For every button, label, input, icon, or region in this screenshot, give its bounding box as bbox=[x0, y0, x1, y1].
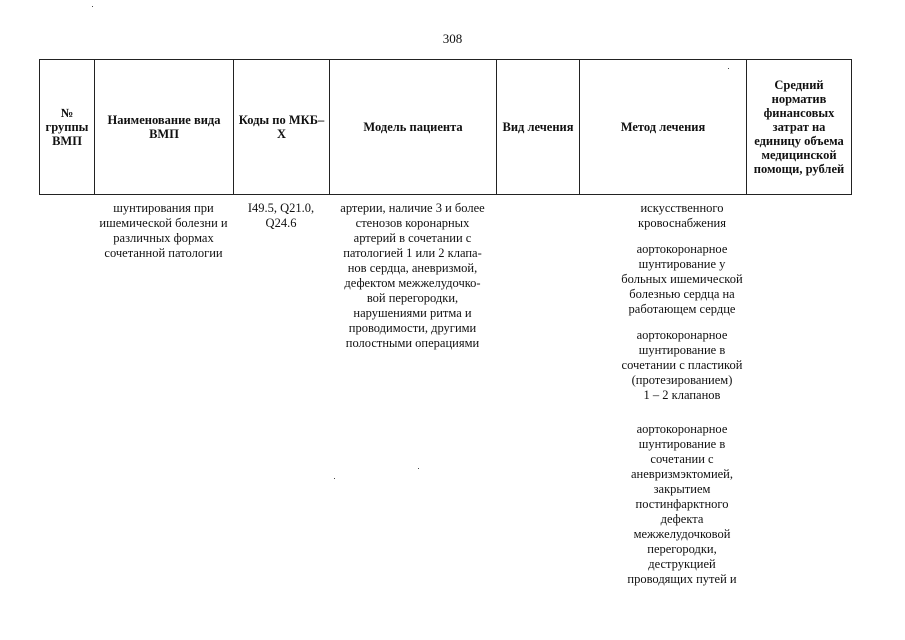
text-line: дефектом межжелудочко- bbox=[344, 276, 481, 290]
method-item bbox=[596, 328, 768, 403]
text-line: аневризмэктомией, bbox=[631, 467, 733, 481]
text-line: проводящих путей и bbox=[627, 572, 737, 586]
text-line: вой перегородки, bbox=[366, 291, 459, 305]
header-vmp-name: Наименование вида ВМП bbox=[95, 60, 234, 195]
scan-speck bbox=[334, 478, 335, 479]
text-line: (протезированием) bbox=[631, 373, 733, 387]
cell-patient-model bbox=[329, 201, 496, 351]
text-line: проводимости, другими bbox=[348, 321, 477, 335]
text-line: шунтирования при bbox=[113, 201, 214, 215]
scan-speck bbox=[728, 68, 729, 69]
text-line: больных ишемической bbox=[621, 272, 743, 286]
header-treatment-type: Вид лечения bbox=[497, 60, 580, 195]
text-line: аортокоронарное bbox=[636, 422, 728, 436]
text-line: искусственного bbox=[640, 201, 724, 215]
text-line: различных формах bbox=[113, 231, 214, 245]
text-line: нов сердца, аневризмой, bbox=[347, 261, 478, 275]
text-line: сочетании с bbox=[650, 452, 714, 466]
text-line: полостными операциями bbox=[345, 336, 480, 350]
header-icd-codes: Коды по МКБ–Х bbox=[234, 60, 330, 195]
page-number: 308 bbox=[442, 31, 463, 46]
text-line: постинфарктного bbox=[635, 497, 729, 511]
method-item bbox=[596, 201, 768, 231]
text-line: артерии, наличие 3 и более bbox=[340, 201, 485, 215]
text-line: кровоснабжения bbox=[638, 216, 726, 230]
text-line: межжелудочковой bbox=[633, 527, 731, 541]
text-line: шунтирование в bbox=[638, 343, 726, 357]
text-line: перегородки, bbox=[647, 542, 717, 556]
header-group-no: № группы ВМП bbox=[40, 60, 95, 195]
method-item bbox=[596, 242, 768, 317]
cell-vmp-name bbox=[94, 201, 233, 261]
header-treatment-method: Метод лечения bbox=[580, 60, 747, 195]
text-line: деструкцией bbox=[648, 557, 716, 571]
text-line: болезнью сердца на bbox=[629, 287, 735, 301]
text-line: аортокоронарное bbox=[636, 328, 728, 342]
header-avg-cost: Средний норматив финансовых затрат на единицу объема медицинской помощи, рублей bbox=[747, 60, 852, 195]
text-line: ишемической болезни и bbox=[99, 216, 228, 230]
text-line: дефекта bbox=[660, 512, 704, 526]
text-line: шунтирование в bbox=[638, 437, 726, 451]
text-line: работающем сердце bbox=[628, 302, 736, 316]
header-patient-model: Модель пациента bbox=[330, 60, 497, 195]
method-item bbox=[596, 422, 768, 587]
text-line: шунтирование у bbox=[638, 257, 726, 271]
text-line: патологией 1 или 2 клапа- bbox=[343, 246, 482, 260]
text-line: Q24.6 bbox=[265, 216, 297, 230]
text-line: артерий в сочетании с bbox=[353, 231, 472, 245]
text-line: аортокоронарное bbox=[636, 242, 728, 256]
scan-speck bbox=[418, 468, 419, 469]
text-line: сочетанной патологии bbox=[104, 246, 223, 260]
text-line: стенозов коронарных bbox=[355, 216, 470, 230]
cell-treatment-method bbox=[596, 201, 768, 595]
table-header bbox=[39, 59, 852, 195]
text-line: закрытием bbox=[653, 482, 711, 496]
cell-icd-codes bbox=[233, 201, 329, 231]
text-line: I49.5, Q21.0, bbox=[247, 201, 315, 215]
text-line: 1 – 2 клапанов bbox=[643, 388, 721, 402]
text-line: сочетании с пластикой bbox=[621, 358, 743, 372]
scan-speck bbox=[92, 6, 93, 7]
text-line: нарушениями ритма и bbox=[353, 306, 472, 320]
